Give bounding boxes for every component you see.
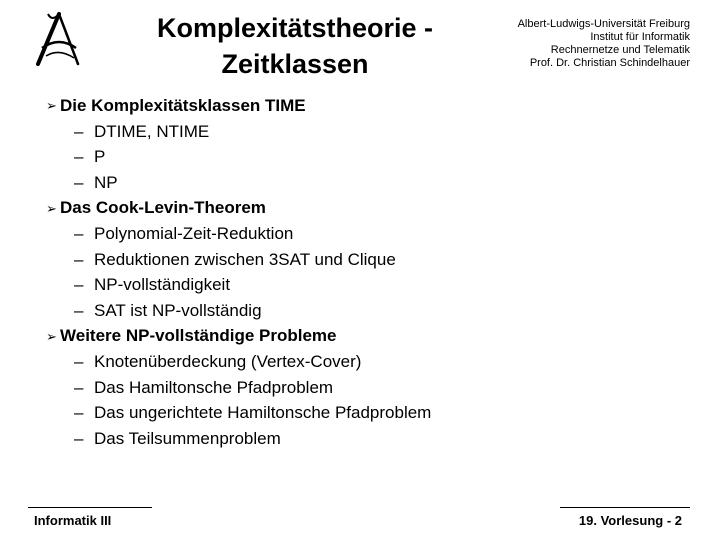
dash-bullet: –	[74, 351, 84, 371]
affiliation-institute: Institut für Informatik	[590, 31, 690, 43]
item-text: Das Hamiltonsche Pfadproblem	[94, 377, 334, 397]
affiliation-block	[460, 18, 690, 70]
outline-item	[46, 221, 666, 247]
outline-item	[46, 400, 666, 426]
outline-item	[46, 144, 666, 170]
item-text: Reduktionen zwischen 3SAT und Clique	[94, 249, 396, 269]
dash-bullet: –	[74, 377, 84, 397]
footer-divider-left	[28, 507, 152, 508]
dash-bullet: –	[74, 223, 84, 243]
footer-course-name: Informatik III	[34, 513, 112, 528]
outline-item	[46, 375, 666, 401]
outline-section-1	[46, 93, 666, 119]
item-text: NP-vollständigkeit	[94, 275, 231, 295]
arrow-bullet-icon: ➢	[46, 200, 57, 216]
dash-bullet: –	[74, 121, 84, 141]
outline-section-3	[46, 323, 666, 349]
slide-content	[46, 93, 666, 451]
item-text: DTIME, NTIME	[94, 121, 210, 141]
footer-page-number: 19. Vorlesung - 2	[578, 513, 682, 528]
footer-divider-right	[560, 507, 690, 508]
slide-title-line-2: Zeitklassen	[221, 49, 369, 79]
slide-title	[120, 10, 470, 82]
item-text: SAT ist NP-vollständig	[94, 300, 262, 320]
dash-bullet: –	[74, 428, 84, 448]
outline-section-2	[46, 195, 666, 221]
item-text: Polynomial-Zeit-Reduktion	[94, 223, 294, 243]
university-logo-icon	[28, 8, 90, 70]
section-title: Das Cook-Levin-Theorem	[60, 198, 266, 218]
arrow-bullet-icon: ➢	[46, 328, 57, 344]
item-text: P	[94, 147, 106, 167]
dash-bullet: –	[74, 275, 84, 295]
outline-item	[46, 298, 666, 324]
section-title: Weitere NP-vollständige Probleme	[60, 326, 337, 346]
outline-item	[46, 247, 666, 273]
outline-item	[46, 349, 666, 375]
affiliation-university: Albert-Ludwigs-Universität Freiburg	[517, 18, 690, 30]
item-text: NP	[94, 172, 118, 192]
slide-title-line-1: Komplexitätstheorie -	[156, 13, 434, 43]
dash-bullet: –	[74, 147, 84, 167]
outline-item	[46, 272, 666, 298]
item-text: Knotenüberdeckung (Vertex-Cover)	[94, 351, 362, 371]
outline-item	[46, 119, 666, 145]
section-title: Die Komplexitätsklassen TIME	[60, 96, 306, 115]
affiliation-professor: Prof. Dr. Christian Schindelhauer	[529, 57, 690, 69]
outline-item	[46, 426, 666, 452]
item-text: Das Teilsummenproblem	[94, 428, 281, 448]
dash-bullet: –	[74, 249, 84, 269]
arrow-bullet-icon: ➢	[46, 98, 57, 114]
outline-item	[46, 170, 666, 196]
dash-bullet: –	[74, 300, 84, 320]
item-text: Das ungerichtete Hamiltonsche Pfadproblem	[94, 403, 432, 423]
affiliation-chair: Rechnernetze und Telematik	[550, 44, 690, 56]
dash-bullet: –	[74, 403, 84, 423]
dash-bullet: –	[74, 172, 84, 192]
